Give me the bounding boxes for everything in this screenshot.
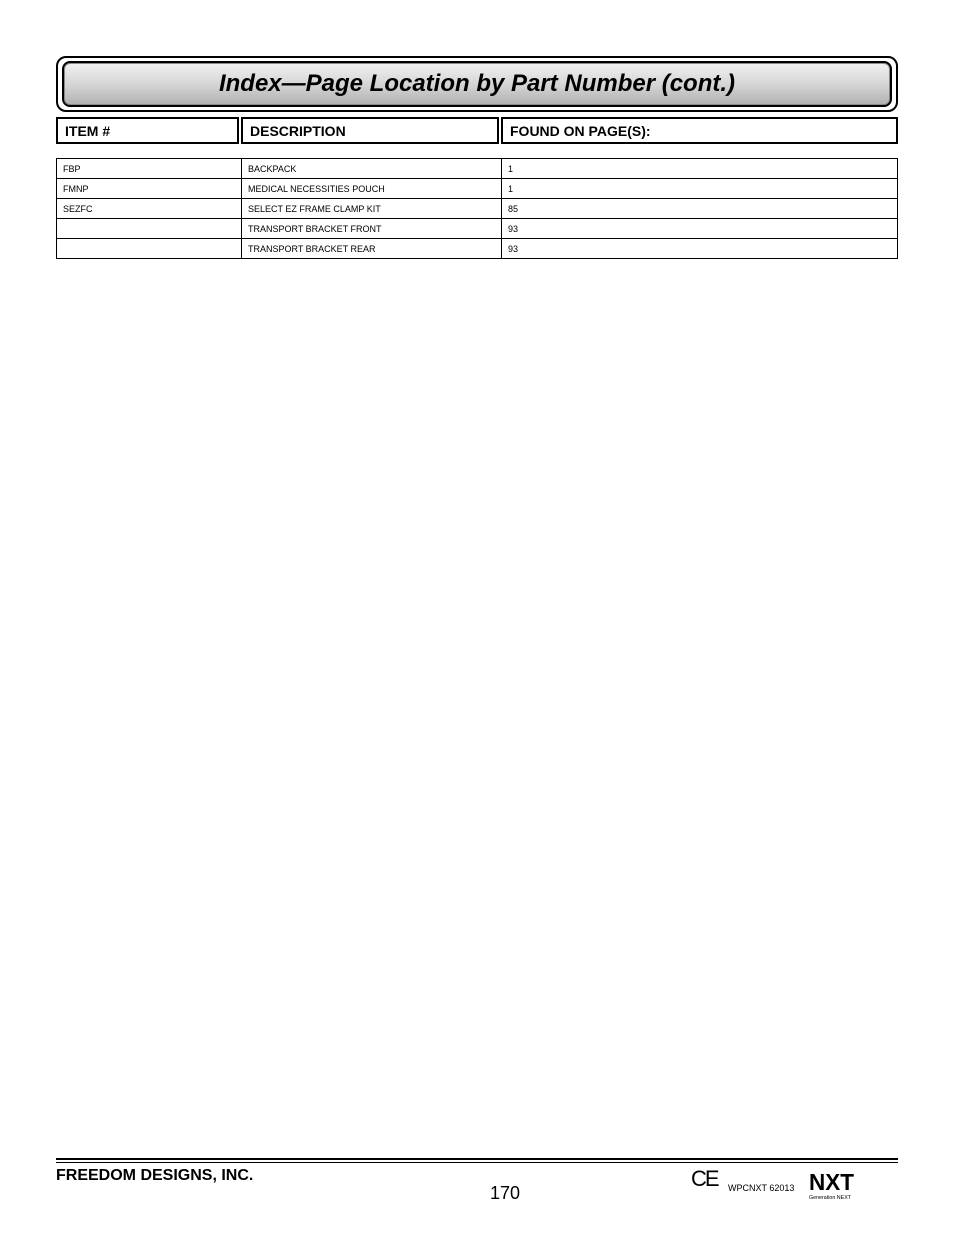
cell-item [57,239,242,259]
cell-item: SEZFC [57,199,242,219]
page-title: Index—Page Location by Part Number (cont.) [218,70,736,97]
table-row [57,159,898,179]
document-code: WPCNXT 62013 [728,1183,795,1193]
cell-item: FMNP [57,179,242,199]
logo-subtext: Generation NEXT [809,1195,852,1201]
cell-pages: 85 [502,199,898,219]
header-description: DESCRIPTION [241,117,499,144]
logo-text: NXT [809,1169,854,1195]
cell-description: TRANSPORT BRACKET FRONT [242,219,502,239]
cell-pages: 93 [502,219,898,239]
table-header [56,117,898,144]
cell-description: MEDICAL NECESSITIES POUCH [242,179,502,199]
table-row [57,179,898,199]
cell-description: TRANSPORT BRACKET REAR [242,239,502,259]
header-item: ITEM # [56,117,239,144]
nxt-logo-icon [808,1168,856,1202]
table-row [57,219,898,239]
table-row [57,199,898,219]
cell-description: SELECT EZ FRAME CLAMP KIT [242,199,502,219]
cell-pages: 1 [502,179,898,199]
cell-pages: 93 [502,239,898,259]
header-pages: FOUND ON PAGE(S): [501,117,898,144]
cell-item: FBP [57,159,242,179]
table-row [57,239,898,259]
cell-pages: 1 [502,159,898,179]
ce-mark-icon: CE [691,1166,718,1191]
index-table [56,158,898,259]
page-number: 170 [490,1183,521,1203]
footer-rule-thick [56,1158,898,1160]
title-banner-inner [62,61,892,107]
footer-company: FREEDOM DESIGNS, INC. [56,1167,254,1184]
cell-item [57,219,242,239]
title-banner [56,56,898,112]
footer-rule-thin [56,1162,898,1163]
cell-description: BACKPACK [242,159,502,179]
